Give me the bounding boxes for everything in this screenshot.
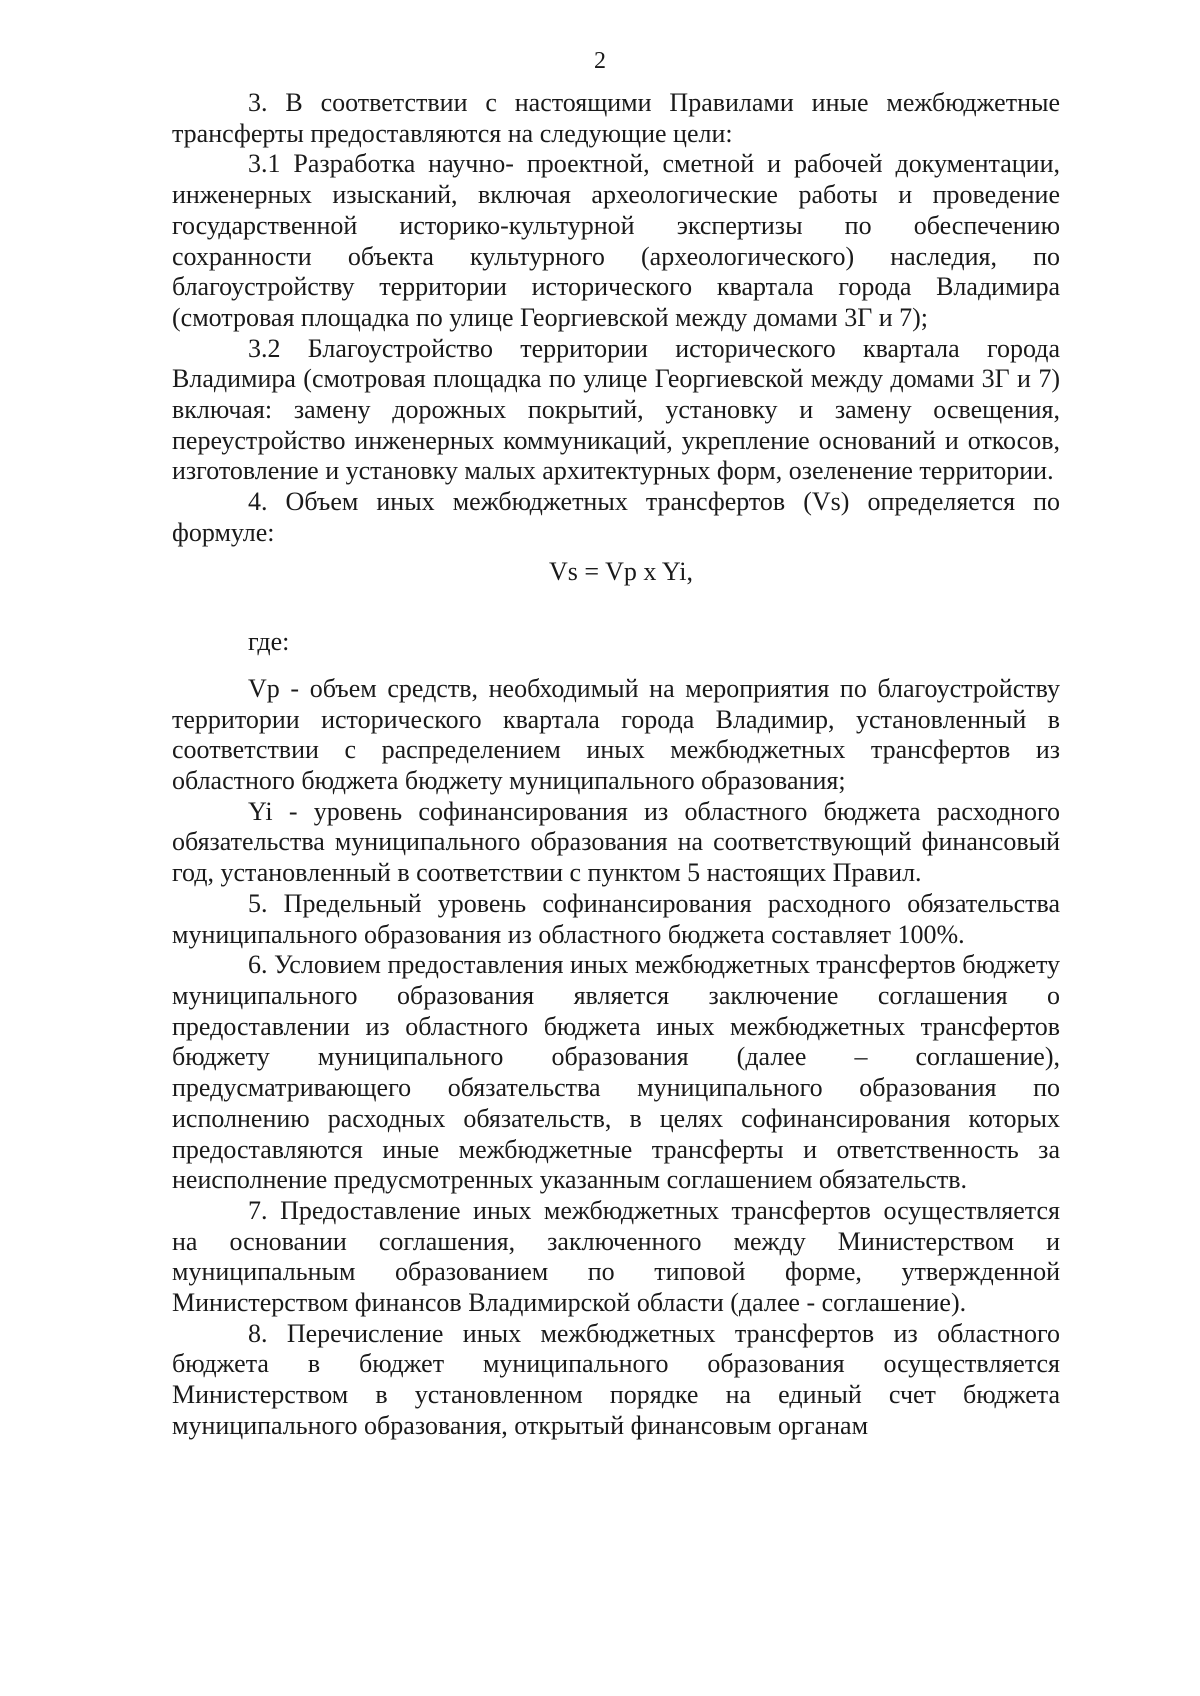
page-number: 2: [594, 48, 606, 74]
paragraph-5: 5. Предельный уровень софинансирования расходного обязательства муниципального образования из областного бюджета составляет 100%.: [172, 888, 1060, 949]
paragraph-3-2: 3.2 Благоустройство территории исторического квартала города Владимира (смотровая площадка по улице Георгиевской между домами 3Г и 7) включая: замену дорожных покрытий, установку и замену освещения, переустройство инженерных коммуникаций, укрепление оснований и откосов, изготовление и установку малых архитектурных форм, озеленение территории.: [172, 333, 1060, 486]
paragraph-3: 3. В соответствии с настоящими Правилами иные межбюджетные трансферты предоставляются на следующие цели:: [172, 88, 1060, 148]
where-label: где:: [248, 627, 290, 657]
document-body: [172, 88, 1060, 1442]
formula: Vs = Vp x Yi,: [549, 556, 693, 586]
paragraph-6: 6. Условием предоставления иных межбюджетных трансфертов бюджету муниципального образования является заключение соглашения о предоставлении из областного бюджета иных межбюджетных трансфертов бюджету муниципального образования (далее – соглашение), предусматривающего обязательства муниципального образования по исполнению расходных обязательств, в целях софинансирования которых предоставляются иные межбюджетные трансферты и ответственность за неисполнение предусмотренных указанным соглашением обязательств.: [172, 950, 1060, 1195]
paragraph-7: 7. Предоставление иных межбюджетных трансфертов осуществляется на основании соглашения, заключенного между Министерством и муниципальным образованием по типовой форме, утвержденной Министерством финансов Владимирской области (далее - соглашение).: [172, 1195, 1060, 1318]
paragraph-4: 4. Объем иных межбюджетных трансфертов (Vs) определяется по формуле:: [172, 487, 1060, 547]
paragraph-8: 8. Перечисление иных межбюджетных трансфертов из областного бюджета в бюджет муниципального образования осуществляется Министерством в установленном порядке на единый счет бюджета муниципального образования, открытый финансовым органам: [172, 1318, 1060, 1440]
paragraph-3-1: 3.1 Разработка научно- проектной, сметной и рабочей документации, инженерных изысканий, включая археологические работы и проведение государственной историко-культурной экспертизы по обеспечению сохранности объекта культурного (археологического) наследия, по благоустройству территории исторического квартала города Владимира (смотровая площадка по улице Георгиевской между домами 3Г и 7);: [172, 149, 1060, 332]
definition-vp: Vp - объем средств, необходимый на мероприятия по благоустройству территории исторического квартала города Владимир, установленный в соответствии с распределением иных межбюджетных трансфертов из областного бюджета бюджету муниципального образования;: [172, 673, 1060, 796]
definition-yi: Yi - уровень софинансирования из областного бюджета расходного обязательства муниципального образования на соответствующий финансовый год, установленный в соответствии с пунктом 5 настоящих Правил.: [172, 796, 1060, 888]
